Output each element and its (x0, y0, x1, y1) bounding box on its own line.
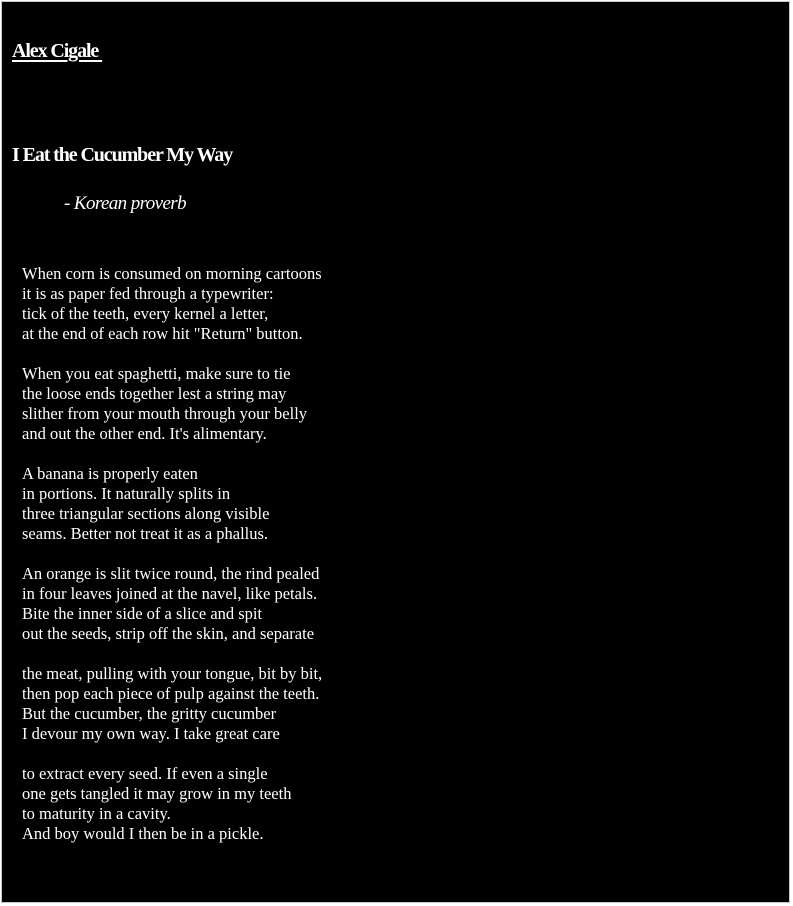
poem-line: to extract every seed. If even a single (22, 764, 268, 783)
poem-line: And boy would I then be in a pickle. (22, 824, 264, 843)
stanza (22, 364, 322, 444)
poem-line: An orange is slit twice round, the rind pealed (22, 564, 320, 583)
author-link[interactable]: Alex Cigale (12, 40, 103, 62)
epigraph-source: Korean proverb (73, 193, 186, 214)
poem-line: then pop each piece of pulp against the teeth. (22, 684, 320, 703)
poem-line: A banana is properly eaten (22, 464, 198, 483)
poem-title: I Eat the Cucumber My Way (12, 144, 233, 166)
poem-body (22, 264, 322, 864)
poem-line: out the seeds, strip off the skin, and separate (22, 624, 315, 643)
poem-line: three triangular sections along visible (22, 504, 270, 523)
poem-line: at the end of each row hit "Return" button. (22, 324, 303, 343)
poem-line: When corn is consumed on morning cartoons (22, 264, 322, 283)
poem-line: the loose ends together lest a string may (22, 384, 287, 403)
poem-line: Bite the inner side of a slice and spit (22, 604, 263, 623)
poem-line: the meat, pulling with your tongue, bit by bit, (22, 664, 323, 683)
epigraph (64, 193, 186, 215)
poem-line: I devour my own way. I take great care (22, 724, 280, 743)
stanza (22, 664, 322, 744)
poem-line: But the cucumber, the gritty cucumber (22, 704, 277, 723)
poem-line: it is as paper fed through a typewriter: (22, 284, 274, 303)
poem-line: When you eat spaghetti, make sure to tie (22, 364, 291, 383)
poem-page (1, 1, 790, 903)
poem-line: and out the other end. It's alimentary. (22, 424, 267, 443)
poem-line: to maturity in a cavity. (22, 804, 171, 823)
stanza (22, 764, 322, 844)
stanza (22, 564, 322, 644)
poem-line: seams. Better not treat it as a phallus. (22, 524, 269, 543)
epigraph-dash: - (64, 193, 74, 214)
stanza (22, 464, 322, 544)
poem-line: slither from your mouth through your belly (22, 404, 308, 423)
poem-line: in portions. It naturally splits in (22, 484, 231, 503)
poem-line: one gets tangled it may grow in my teeth (22, 784, 292, 803)
poem-line: tick of the teeth, every kernel a letter, (22, 304, 269, 323)
stanza (22, 264, 322, 344)
poem-line: in four leaves joined at the navel, like petals. (22, 584, 318, 603)
